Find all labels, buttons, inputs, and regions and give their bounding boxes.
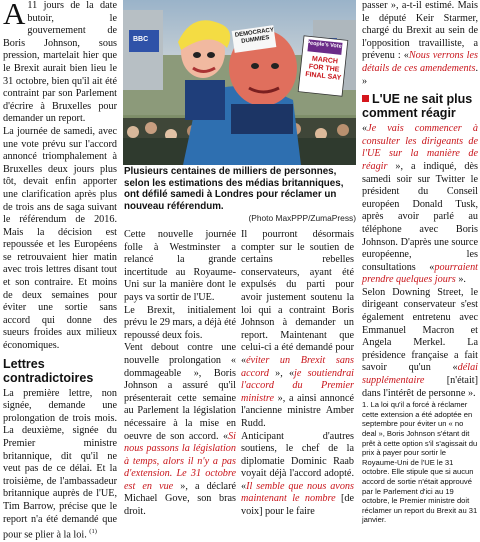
photo-credit: (Photo MaxPPP/ZumaPress) [248, 213, 356, 224]
sign-democracy-dummies: DEMOCRACY DUMMIES [234, 27, 275, 45]
article-column-3 [241, 229, 354, 519]
paragraph: Il pourront désormais compter sur le soutien de certains rebelles conservateurs, ayant été expulsés du parti pour avoir justement soutenu la loi qui a contraint Boris Johnson à demander un report. Maintenant que celui-ci a été demandé pour «éviter un Brexit sans accord », «je soutiendrai l'accord du Premier ministre », a ainsi annoncé l'ancienne ministre Amber Rudd. [241, 229, 355, 429]
paragraph: La première lettre, non signée, demande une prolongation de trois mois. La deuxième, signée du Premier ministre britannique, dit qu'il ne veut pas de ce délai. Et la troisième, de l'ambassadeur britannique auprès de l'UE, Tim Barrow, précise que le report n'a été demandé que pour se plier à la loi. $^{(1)}$ [3, 387, 117, 541]
quote: pourraient prendre quelques jours [362, 261, 478, 286]
quote: Si nous passons la législation à temps, alors il n'y a pas d'extension. Le 31 octobre est en vue [124, 430, 236, 492]
photo-caption [124, 166, 356, 223]
footnote: 1. La loi qu'il a forcé à réclamer cette extension a été adoptée en septembre pour éviter un « no deal », Boris Johnson s'étant dit prêt à cette option s'il s'agissait du prix à payer pour sortir le Royaume-Uni de l'UE le 31 octobre. Elle stipule que si aucun accord de sortie n'était approuvé par le Parlement d'ici au 19 octobre, le Premier ministre doit réclamer un report du Brexit au 31 janvier. [362, 400, 478, 525]
quote: Il semble que nous avons maintenant le nombre [241, 480, 354, 505]
paragraph: passer », a-t-il estimé. Mais le député Keir Starmer, chargé du Brexit au sein de l'opposition travailliste, a prévenu : «Nous verrons les détails de ces amendements. » [362, 0, 478, 87]
sign-march-final-say: MARCH FOR THE FINAL SAY [304, 55, 342, 82]
intro-paragraph: A 11 jours de la date butoir, le gouvernement de Boris Johnson, sous pression, martelait hier que le Brexit aurait bien lieu le 31 octobre, bien qu'il ait été contraint par son Parlement d'écrire à Bruxelles pour demander un report. [3, 0, 117, 125]
footnote-ref: (1) [89, 528, 97, 536]
protest-photo [123, 0, 356, 165]
article-column-2 [124, 229, 236, 519]
paragraph: Le Brexit, initialement prévu le 29 mars, a déjà été repoussé deux fois. [124, 304, 236, 341]
quote: je soutiendrai l'accord du Premier ministre [241, 367, 355, 404]
square-bullet-icon [362, 95, 369, 102]
paragraph: Selon Downing Street, le dirigeant conservateur s'est également entretenu avec Emmanuel Macron et Angela Merkel. La présidence française a fait savoir qu'un «délai supplémentaire [n'était] dans l'intérêt de personne ». [362, 286, 478, 399]
flag-bbc: BBC [133, 36, 149, 43]
subheading-lettres: Lettres contradictoires [3, 356, 94, 385]
sign-peoples-vote: People's Vote [306, 40, 342, 50]
article-column-4 [362, 0, 478, 525]
paragraph: Anticipant d'autres soutiens, le chef de la diplomatie Dominic Raab voyait déjà l'accord adopté. «Il semble que nous avons maintenant le nombre [de voix] pour le faire [241, 430, 354, 518]
drop-cap: A [3, 0, 26, 31]
article-column-1 [3, 0, 117, 542]
subheading-ue: L'UE ne sait plus comment réagir [362, 92, 473, 121]
quote: éviter un Brexit sans accord [241, 354, 354, 379]
quote: Je vais commencer à consulter les dirigeants de l'UE sur la manière de réagir [362, 123, 478, 172]
caption-text: Plusieurs centaines de milliers de personnes, selon les estimations des médias britanniques, ont défilé samedi à Londres pour réclamer un nouveau référendum. [124, 166, 344, 212]
paragraph: Vent debout contre une nouvelle prolongation « dommageable », Boris Johnson a assuré qu'il présenterait cette semaine au Parlement la législation nécessaire à la mise en oeuvre de son accord. «Si nous passons la législation à temps, alors il n'y a pas d'extension. Le 31 octobre est en vue », a déclaré Michael Gove, son bras droit. [124, 342, 236, 518]
paragraph: La journée de samedi, avec une vote prévu sur l'accord annoncé triomphalement à Bruxelles deux jours plus tôt, devait enfin apporter une clarification après plus de trois ans de saga suivant le référendum de 2016. Mais la décision est repoussée et les Européens se retrouvaient hier matin avec trois lettres disant tout et son contraire. Et moins de deux semaines pour éviter une sortie sans accord qui donne des sueurs froides aux milieux économiques. [3, 125, 117, 352]
paragraph: Cette nouvelle journée folle à Westminster a relancé la grande incertitude au Royaume-Uni sur la manière dont le pays va sortir de l'UE. [124, 229, 236, 303]
paragraph: «Je vais commencer à consulter les dirigeants de l'UE sur la manière de réagir », a indiqué, dès samedi soir sur Twitter le président du Conseil européen Donald Tusk, après avoir parlé au téléphone avec Boris Johnson. D'après une source européenne, les consultations «pourraient prendre quelques jours ». [362, 123, 478, 286]
quote: délai supplémentaire [362, 362, 478, 387]
quote: Nous verrons les détails de ces amendements [362, 50, 478, 74]
